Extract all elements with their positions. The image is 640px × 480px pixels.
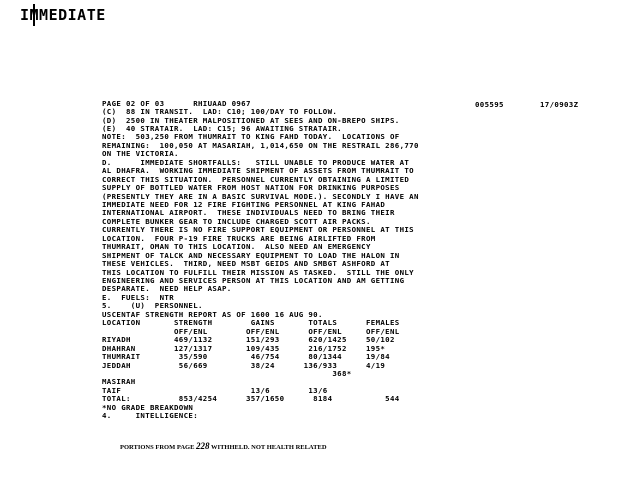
body-line: 5. (U) PERSONNEL.: [102, 301, 203, 311]
body-line: THESE VEHICLES. THIRD, NEED MSBT GEIDS AND SMBGT ASHFORD AT: [102, 259, 390, 269]
body-line: *NO GRADE BREAKDOWN: [102, 402, 194, 412]
body-line: ON THE VICTORIA.: [102, 149, 179, 159]
body-line: DESPARATE. NEED HELP ASAP.: [102, 284, 232, 294]
body-line: 368*: [102, 368, 352, 378]
body-line: IMMEDIATE NEED FOR 12 FIRE FIGHTING PERSONNEL AT KING FAHAD: [102, 199, 386, 209]
body-line: THUMRAIT 35/590 46/754 80/1344 19/84: [102, 352, 390, 361]
body-line: TAIF 13/6 13/6: [102, 385, 328, 395]
body-line: LOCATION. FOUR P-19 FIRE TRUCKS ARE BEING AIRLIFTED FROM: [102, 233, 376, 243]
body-line: ENGINEERING AND SERVICES PERSON AT THIS LOCATION AND AM GETTING: [102, 276, 405, 285]
body-line: REMAINING: 100,050 AT MASARIAH, 1,014,650 ON THE RESTRAIL 286,770: [102, 140, 419, 150]
withheld-footer: [120, 441, 327, 451]
body-line: AL DHAFRA. WORKING IMMEDIATE SHIPMENT OF ASSETS FROM THUMRAIT TO: [102, 166, 414, 176]
body-line: (E) 40 STRATAIR. LAD: C15; 96 AWAITING STRATAIR.: [102, 123, 342, 133]
body-line: INTERNATIONAL AIRPORT. THESE INDIVIDUALS NEED TO BRING THEIR: [102, 208, 395, 218]
body-line: JEDDAH 56/669 38/24 136/933 4/19: [102, 360, 386, 370]
body-line: DHAHRAN 127/1317 109/435 216/1752 195*: [102, 343, 386, 353]
body-line: TOTAL: 853/4254 357/1650 8184 544: [102, 394, 400, 404]
body-line: CURRENTLY THERE IS NO FIRE SUPPORT EQUIPMENT OR PERSONNEL AT THIS: [102, 225, 414, 235]
body-line: CORRECT THIS SITUATION. PERSONNEL CURRENTLY OBTAINING A LIMITED: [102, 174, 410, 184]
body-line: SUPPLY OF BOTTLED WATER FROM HOST NATION FOR DRINKING PURPOSES: [102, 183, 400, 193]
message-header: PAGE 02 OF 03 RHIUAAD 0967: [102, 99, 251, 108]
message-id: 005595: [475, 100, 504, 109]
body-line: SHIPMENT OF TALCK AND NECESSARY EQUIPMENT TO LOAD THE HALON IN: [102, 250, 400, 260]
body-line: THIS LOCATION TO FULFILL THEIR MISSION AS TASKED. STILL THE ONLY: [102, 267, 414, 277]
body-line: LOCATION STRENGTH GAINS TOTALS FEMALES: [102, 318, 400, 328]
footer-page-number: 228: [196, 441, 210, 451]
footer-prefix: PORTIONS FROM PAGE: [120, 444, 195, 451]
body-line: (D) 2500 IN THEATER MALPOSITIONED AT SEES AND ON-BREPO SHIPS.: [102, 115, 400, 125]
body-line: THUMRAIT, OMAN TO THIS LOCATION. ALSO NEED AN EMERGENCY: [102, 242, 371, 252]
body-line: 4. INTELLIGENCE:: [102, 411, 198, 421]
body-line: (PRESENTLY THEY ARE IN A BASIC SURVIVAL MODE.). SECONDLY I HAVE AN: [102, 191, 419, 201]
body-line: MASIRAH: [102, 377, 136, 387]
body-line: COMPLETE BUNKER GEAR TO INCLUDE CHARGED SCOTT AIR PACKS.: [102, 216, 371, 226]
body-line: USCENTAF STRENGTH REPORT AS OF 1600 16 AUG 90.: [102, 309, 323, 319]
date-time-group: 17/0903Z: [540, 100, 579, 109]
body-line: D. IMMEDIATE SHORTFALLS: STILL UNABLE TO PRODUCE WATER AT: [102, 157, 410, 167]
precedence-stamp: IMMEDIATE: [20, 6, 106, 24]
body-line: NOTE: 503,250 FROM THUMRAIT TO KING FAHD TODAY. LOCATIONS OF: [102, 132, 400, 142]
body-line: OFF/ENL OFF/ENL OFF/ENL OFF/ENL: [102, 326, 400, 336]
body-line: (C) 88 IN TRANSIT. LAD: C10; 100/DAY TO FOLLOW.: [102, 107, 338, 116]
body-line: RIYADH 469/1132 151/293 620/1425 50/102: [102, 335, 395, 345]
body-line: E. FUELS: NTR: [102, 292, 174, 302]
footer-suffix: WITHHELD. NOT HEALTH RELATED: [211, 444, 327, 451]
